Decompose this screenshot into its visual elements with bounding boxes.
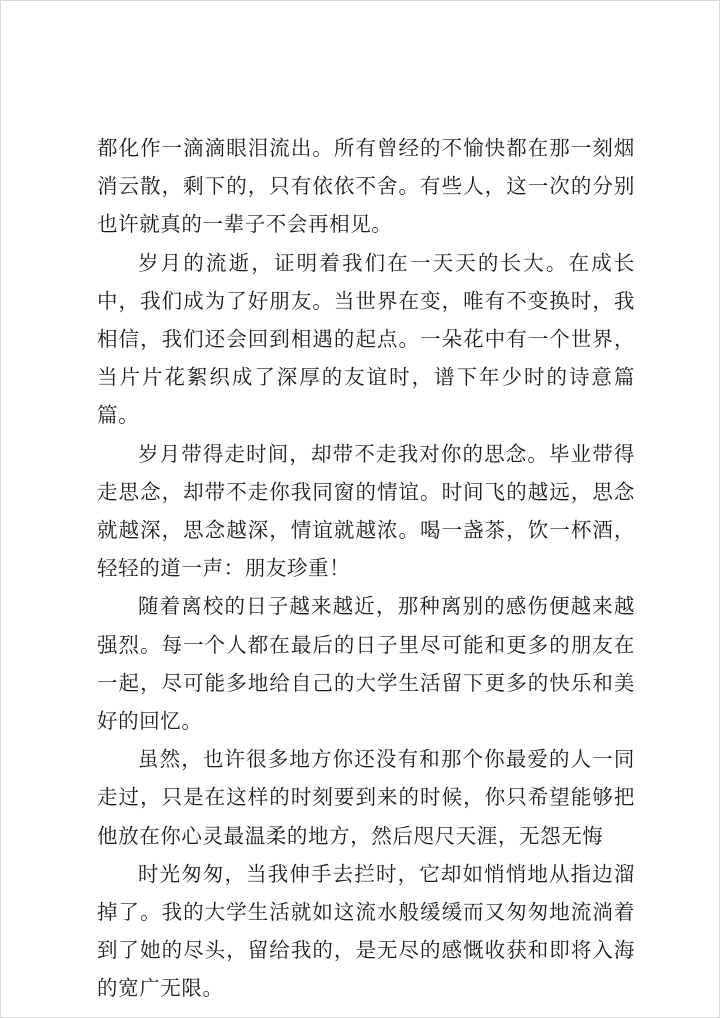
paragraph-3: 岁月带得走时间，却带不走我对你的思念。毕业带得走思念，却带不走你我同窗的情谊。时间飞的越远，思念就越深，思念越深，情谊就越浓。喝一盏茶，饮一杯酒，轻轻的道一声：朋友珍重！ <box>97 441 635 581</box>
paragraph-4: 随着离校的日子越来越近，那种离别的感伤便越来越强烈。每一个人都在最后的日子里尽可能和更多的朋友在一起，尽可能多地给自己的大学生活留下更多的快乐和美好的回忆。 <box>97 594 635 734</box>
paragraph-1: 都化作一滴滴眼泪流出。所有曾经的不愉快都在那一刻烟消云散，剩下的，只有依依不舍。有些人，这一次的分别也许就真的一辈子不会再相见。 <box>97 136 635 237</box>
document-body <box>97 129 635 1008</box>
paragraph-6: 时光匆匆，当我伸手去拦时，它却如悄悄地从指边溜掉了。我的大学生活就如这流水般缓缓而又匆匆地流淌着到了她的尽头，留给我的，是无尽的感慨收获和即将入海的宽广无限。 <box>97 861 635 1001</box>
paragraph-5: 虽然，也许很多地方你还没有和那个你最爱的人一同走过，只是在这样的时刻要到来的时候，你只希望能够把他放在你心灵最温柔的地方，然后咫尺天涯，无怨无悔 <box>97 747 635 848</box>
paragraph-2: 岁月的流逝，证明着我们在一天天的长大。在成长中，我们成为了好朋友。当世界在变，唯有不变换时，我相信，我们还会回到相遇的起点。一朵花中有一个世界，当片片花絮织成了深厚的友谊时，谱下年少时的诗意篇篇。 <box>97 250 635 428</box>
